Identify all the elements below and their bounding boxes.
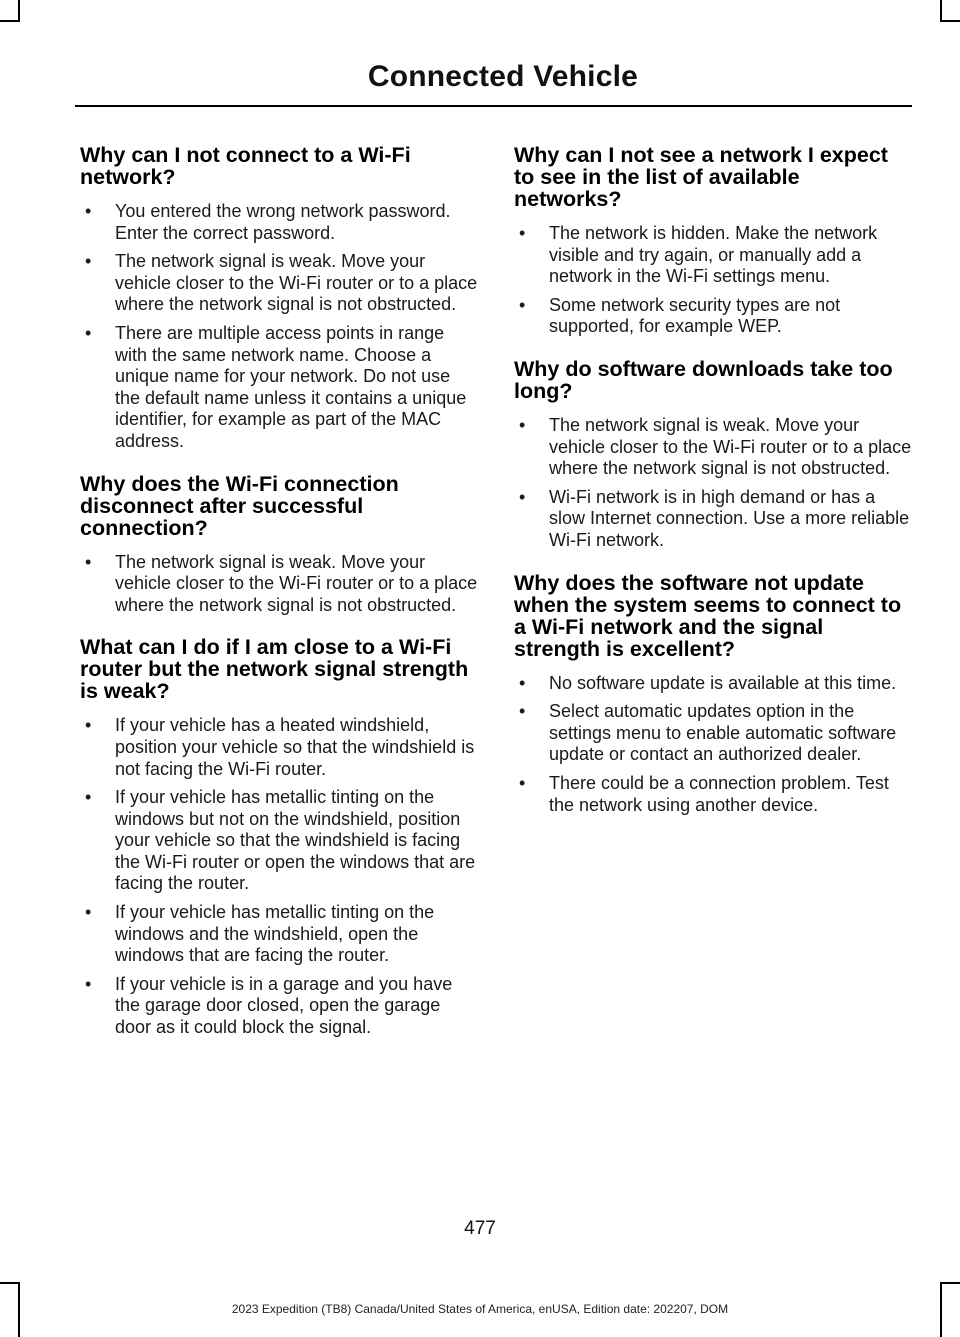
crop-mark-top-left-vertical [18, 0, 20, 22]
list-item [80, 787, 478, 895]
faq-heading: Why can I not see a network I expect to see in the list of available networks? [514, 143, 888, 211]
list-item [80, 251, 478, 316]
list-item-text: If your vehicle has a heated windshield, position your vehicle so that the windshield is not facing the Wi-Fi router. [115, 715, 475, 779]
list-item [80, 902, 478, 967]
faq-section [80, 473, 478, 617]
bullet-icon: • [519, 701, 526, 722]
crop-mark-top-right-horizontal [940, 20, 960, 22]
list-item-text: If your vehicle is in a garage and you have the garage door closed, open the garage door as it could block the signal. [115, 973, 453, 1038]
list-item [80, 974, 478, 1039]
footer-edition-info: 2023 Expedition (TB8) Canada/United States of America, enUSA, Edition date: 202207, DOM [231, 1302, 729, 1316]
faq-answer-list [514, 673, 912, 817]
list-item [514, 487, 912, 552]
bullet-icon: • [519, 486, 526, 507]
list-item-text: There are multiple access points in range with the same network name. Choose a unique name for your network. Do not use the default name unless it contains a unique identifier, for example as part of the MAC address. [115, 322, 467, 451]
faq-heading: Why can I not connect to a Wi-Fi network? [80, 143, 411, 189]
header-rule [75, 105, 912, 107]
page-title: Connected Vehicle [367, 60, 638, 93]
list-item [80, 323, 478, 453]
faq-answer-list [514, 223, 912, 338]
list-item-text: Wi-Fi network is in high demand or has a slow Internet connection. Use a more reliable Wi-Fi network. [549, 486, 910, 550]
list-item-text: There could be a connection problem. Test the network using another device. [549, 772, 889, 815]
faq-answer-list [514, 415, 912, 552]
faq-section [514, 572, 912, 817]
right-column [514, 144, 912, 816]
faq-answer-list [80, 201, 478, 453]
list-item [514, 673, 912, 695]
crop-mark-bottom-left-horizontal [0, 1282, 20, 1284]
bullet-icon: • [519, 414, 526, 435]
list-item-text: If your vehicle has metallic tinting on the windows and the windshield, open the windows that are facing the router. [115, 902, 435, 966]
faq-section [514, 144, 912, 338]
list-item [80, 552, 478, 617]
faq-heading: Why does the software not update when the system seems to connect to a Wi-Fi network and the signal strength is excellent? [514, 570, 902, 661]
faq-section [80, 144, 478, 453]
faq-heading: Why does the Wi-Fi connection disconnect after successful connection? [80, 471, 399, 540]
list-item [514, 295, 912, 338]
crop-mark-bottom-right-horizontal [940, 1282, 960, 1284]
list-item [514, 415, 912, 480]
faq-answer-list [80, 715, 478, 1038]
left-column [80, 144, 478, 1039]
crop-mark-top-right-vertical [940, 0, 942, 22]
list-item [80, 201, 478, 244]
list-item [514, 223, 912, 288]
bullet-icon: • [85, 973, 92, 994]
list-item-text: If your vehicle has metallic tinting on the windows but not on the windshield, position your vehicle so that the windshield is facing the Wi-Fi router or open the windows that are facing the router. [115, 787, 476, 894]
crop-mark-top-left-horizontal [0, 20, 20, 22]
bullet-icon: • [519, 772, 526, 793]
bullet-icon: • [85, 251, 92, 272]
bullet-icon: • [85, 201, 92, 221]
faq-section [514, 358, 912, 552]
bullet-icon: • [85, 551, 92, 572]
list-item [80, 715, 478, 780]
page-number: 477 [464, 1218, 496, 1239]
bullet-icon: • [519, 294, 526, 315]
bullet-icon: • [519, 672, 526, 693]
bullet-icon: • [85, 715, 92, 736]
bullet-icon: • [85, 902, 92, 923]
list-item [514, 701, 912, 766]
faq-heading: What can I do if I am close to a Wi-Fi router but the network signal strength is weak? [80, 635, 469, 704]
list-item-text: The network signal is weak. Move your vehicle closer to the Wi-Fi router or to a place where the network signal is not obstructed. [549, 414, 912, 479]
bullet-icon: • [85, 322, 92, 343]
list-item-text: The network is hidden. Make the network visible and try again, or manually add a network in the Wi-Fi settings menu. [549, 223, 878, 287]
list-item-text: You entered the wrong network password. Enter the correct password. [115, 201, 451, 243]
bullet-icon: • [519, 223, 526, 243]
list-item [514, 773, 912, 816]
list-item-text: Some network security types are not supported, for example WEP. [549, 294, 841, 337]
faq-heading: Why do software downloads take too long? [514, 356, 893, 403]
list-item-text: No software update is available at this time. [549, 672, 897, 693]
faq-answer-list [80, 552, 478, 617]
list-item-text: The network signal is weak. Move your vehicle closer to the Wi-Fi router or to a place where the network signal is not obstructed. [115, 251, 478, 315]
list-item-text: Select automatic updates option in the settings menu to enable automatic software update or contact an authorized dealer. [549, 701, 897, 765]
list-item-text: The network signal is weak. Move your vehicle closer to the Wi-Fi router or to a place where the network signal is not obstructed. [115, 551, 478, 615]
bullet-icon: • [85, 787, 92, 808]
faq-section [80, 636, 478, 1038]
